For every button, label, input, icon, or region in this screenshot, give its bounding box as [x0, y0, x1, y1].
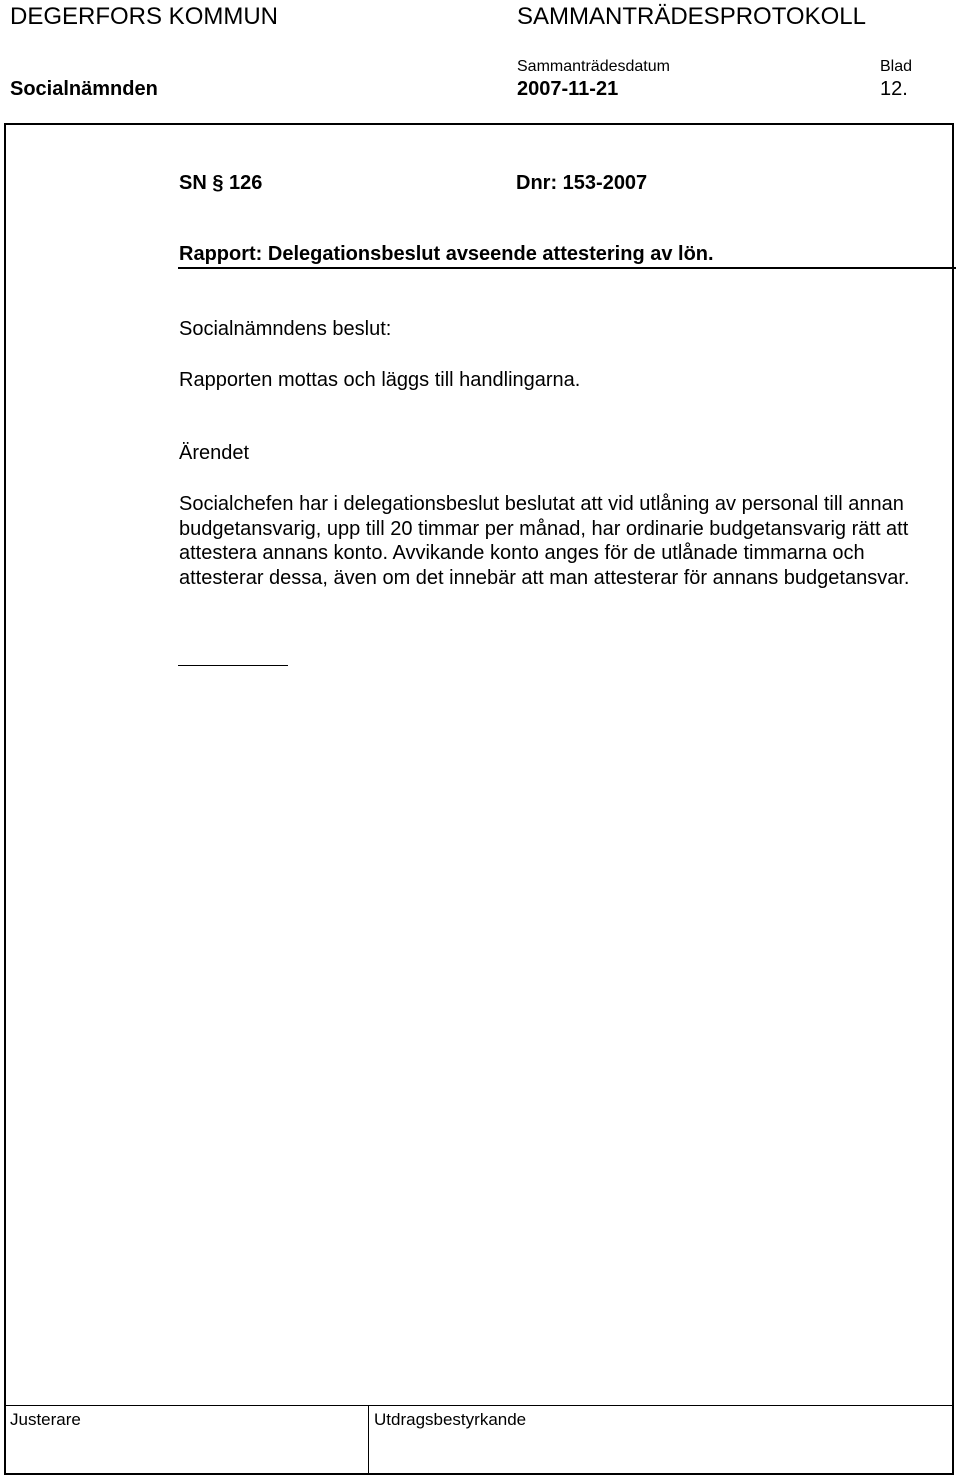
content-frame [4, 123, 954, 1475]
end-rule [178, 665, 288, 666]
page-label: Blad [880, 58, 913, 75]
matter-heading: Ärendet [179, 442, 250, 464]
title-underline [178, 267, 956, 269]
decision-text: Rapporten mottas och läggs till handlingarna. [179, 369, 581, 391]
municipality-name: DEGERFORS KOMMUN [10, 3, 279, 30]
adjuster-label: Justerare [10, 1410, 81, 1429]
board-name: Socialnämnden [10, 78, 158, 100]
item-title: Rapport: Delegationsbeslut avseende attestering av lön. [179, 243, 714, 265]
signature-divider [368, 1406, 369, 1475]
matter-text: Socialchefen har i delegationsbeslut beslutat att vid utlåning av personal till annan budgetansvarig, upp till 20 timmar per månad, har ordinarie budgetansvarig rätt att attestera annans konto. Avvikande konto anges för de utlånade timmarna och attesterar dessa, även om det innebär att man attesterar för annans budgetansvar. [179, 493, 910, 589]
decision-heading: Socialnämndens beslut: [179, 318, 392, 340]
meeting-date: 2007-11-21 [517, 78, 619, 100]
case-number: SN § 126 [179, 172, 263, 194]
extract-certification-label: Utdragsbestyrkande [374, 1410, 527, 1429]
page-number: 12. [880, 78, 908, 100]
document-type: SAMMANTRÄDESPROTOKOLL [517, 3, 866, 30]
registration-number: Dnr: 153-2007 [516, 172, 648, 194]
meeting-date-label: Sammanträdesdatum [517, 58, 670, 75]
